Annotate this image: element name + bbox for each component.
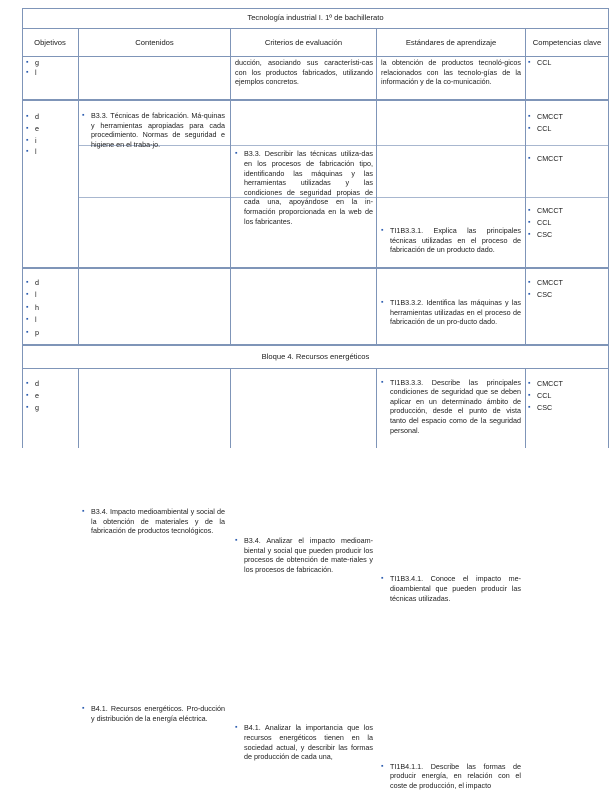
list-item: ▪ CCL: [528, 58, 606, 68]
list-item: ▪ l: [26, 68, 76, 78]
header-estandares: Estándares de aprendizaje: [405, 38, 497, 47]
list-item: ▪ CSC: [528, 229, 606, 241]
estandar-row1: la obtención de productos tecnoló-gicos relacionados con las tecnolo-gías de la información y de la co-municación.: [381, 58, 521, 87]
list-item: ▪ l: [26, 146, 76, 158]
list-item: ▪ CSC: [528, 402, 606, 414]
list-item: ▪ d: [26, 111, 76, 123]
list-item: ▪ CMCCT: [528, 111, 606, 123]
list-item: ▪ h: [26, 302, 76, 314]
estandar-ti1b3-3-3: ▪ TI1B3.3.3. Describe las principales condiciones de seguridad que se deben aplicar en un determinado ámbito de producción, desde el punto de vista tanto del espacio como de la seguridad personal.: [381, 378, 521, 436]
list-item: ▪ p: [26, 327, 76, 339]
section-title-bloque-4: Bloque 4. Recursos energéticos: [261, 352, 370, 361]
criterio-b3-3: ▪ B3.3. Describir las técnicas utiliza-das en los procesos de fabricación tipo, identificando las máquinas y las herramientas utilizadas y las condiciones de seguridad propias de cada una, apoyándose en la in-formación proporcionada en la web de los fabricantes.: [235, 149, 373, 226]
col-border-4b: [525, 368, 526, 448]
col-border-2: [230, 28, 231, 344]
criterio-row1: ducción, asociando sus característi-cas con los productos fabricados, utilizando ejemplos concretos.: [235, 58, 373, 87]
col-border-3: [376, 28, 377, 344]
list-item: ▪ e: [26, 123, 76, 135]
estandar-ti1b4-1-1: ▪ TI1B4.1.1. Describe las formas de producir energía, en relación con el coste de producción, el impacto: [381, 762, 521, 791]
header-criterios: Criterios de evaluación: [264, 38, 343, 47]
objetivos-list-row1: [26, 58, 76, 77]
col-border-1: [78, 28, 79, 344]
objetivos-list-b4: [26, 378, 76, 415]
section-border: [22, 368, 609, 369]
list-item: ▪ d: [26, 378, 76, 390]
contenido-b3-3: ▪ B3.3. Técnicas de fabricación. Má-quinas y herramientas apropiadas para cada procedimiento. Normas de seguridad e higiene en el traba-jo.: [82, 111, 225, 149]
objetivos-list-row2: [26, 111, 76, 158]
competencias-ti1b3-3-1: [528, 111, 606, 135]
list-item: ▪ d: [26, 277, 76, 289]
col-border-2b: [230, 368, 231, 448]
list-item: ▪ CMCCT: [528, 154, 606, 164]
table-title: Tecnología industrial I. 1º de bachillerato: [247, 13, 384, 22]
list-item: ▪ l: [26, 289, 76, 301]
row1-border: [22, 99, 609, 101]
col-border-4: [525, 28, 526, 344]
estandar-ti1b3-3-2: ▪ TI1B3.3.2. Identifica las máquinas y las herramientas utilizadas en el proceso de fabricación de un pro-ducto dado.: [381, 298, 521, 327]
estandar-ti1b3-3-1: ▪ TI1B3.3.1. Explica las principales técnicas utilizadas en el proceso de fabricación de un producto dado.: [381, 226, 521, 255]
list-item: ▪ g: [26, 58, 76, 68]
objetivos-list-row3: [26, 277, 76, 339]
list-item: ▪ CMCCT: [528, 205, 606, 217]
estandar-ti1b3-4-1: ▪ TI1B3.4.1. Conoce el impacto me-dioambiental que pueden producir las técnicas utilizadas.: [381, 574, 521, 603]
criterio-b3-4: ▪ B3.4. Analizar el impacto medioam-biental y social que pueden producir los procesos de obtención de mate-riales y los procesos de fabricación.: [235, 536, 373, 574]
title-row-border: [22, 28, 609, 29]
competencias-ti1b3-3-2: [528, 154, 606, 164]
list-item: ▪ CCL: [528, 217, 606, 229]
competencias-ti1b3-3-3: [528, 205, 606, 240]
list-item: ▪ CSC: [528, 289, 606, 301]
list-item: ▪ CMCCT: [528, 277, 606, 289]
list-item: ▪ i: [26, 135, 76, 147]
competencias-row1: [528, 58, 606, 68]
contenido-b3-4: ▪ B3.4. Impacto medioambiental y social de la obtención de materiales y de la fabricación de productos tecnológicos.: [82, 507, 225, 536]
list-item: ▪ l: [26, 314, 76, 326]
criterio-b4-1: ▪ B4.1. Analizar la importancia que los recursos energéticos tienen en la sociedad actual, y describir las formas de producción de cada una,: [235, 723, 373, 761]
contenido-b4-1: ▪ B4.1. Recursos energéticos. Pro-ducción y distribución de la energía eléctrica.: [82, 704, 225, 723]
col-border-1b: [78, 368, 79, 448]
list-item: ▪ g: [26, 402, 76, 414]
competencias-ti1b4-1-1: [528, 378, 606, 415]
list-item: ▪ CCL: [528, 123, 606, 135]
row3-border: [22, 344, 609, 346]
row2-border: [22, 267, 609, 269]
header-objetivos: Objetivos: [34, 38, 66, 47]
col-border-3b: [376, 368, 377, 448]
competencias-ti1b3-4-1: [528, 277, 606, 301]
list-item: ▪ e: [26, 390, 76, 402]
table-right-border: [608, 8, 609, 448]
header-row-border: [22, 56, 609, 57]
table-top-border: [22, 8, 609, 9]
header-competencias: Competencias clave: [532, 38, 602, 47]
header-contenidos: Contenidos: [135, 38, 174, 47]
list-item: ▪ CMCCT: [528, 378, 606, 390]
list-item: ▪ CCL: [528, 390, 606, 402]
